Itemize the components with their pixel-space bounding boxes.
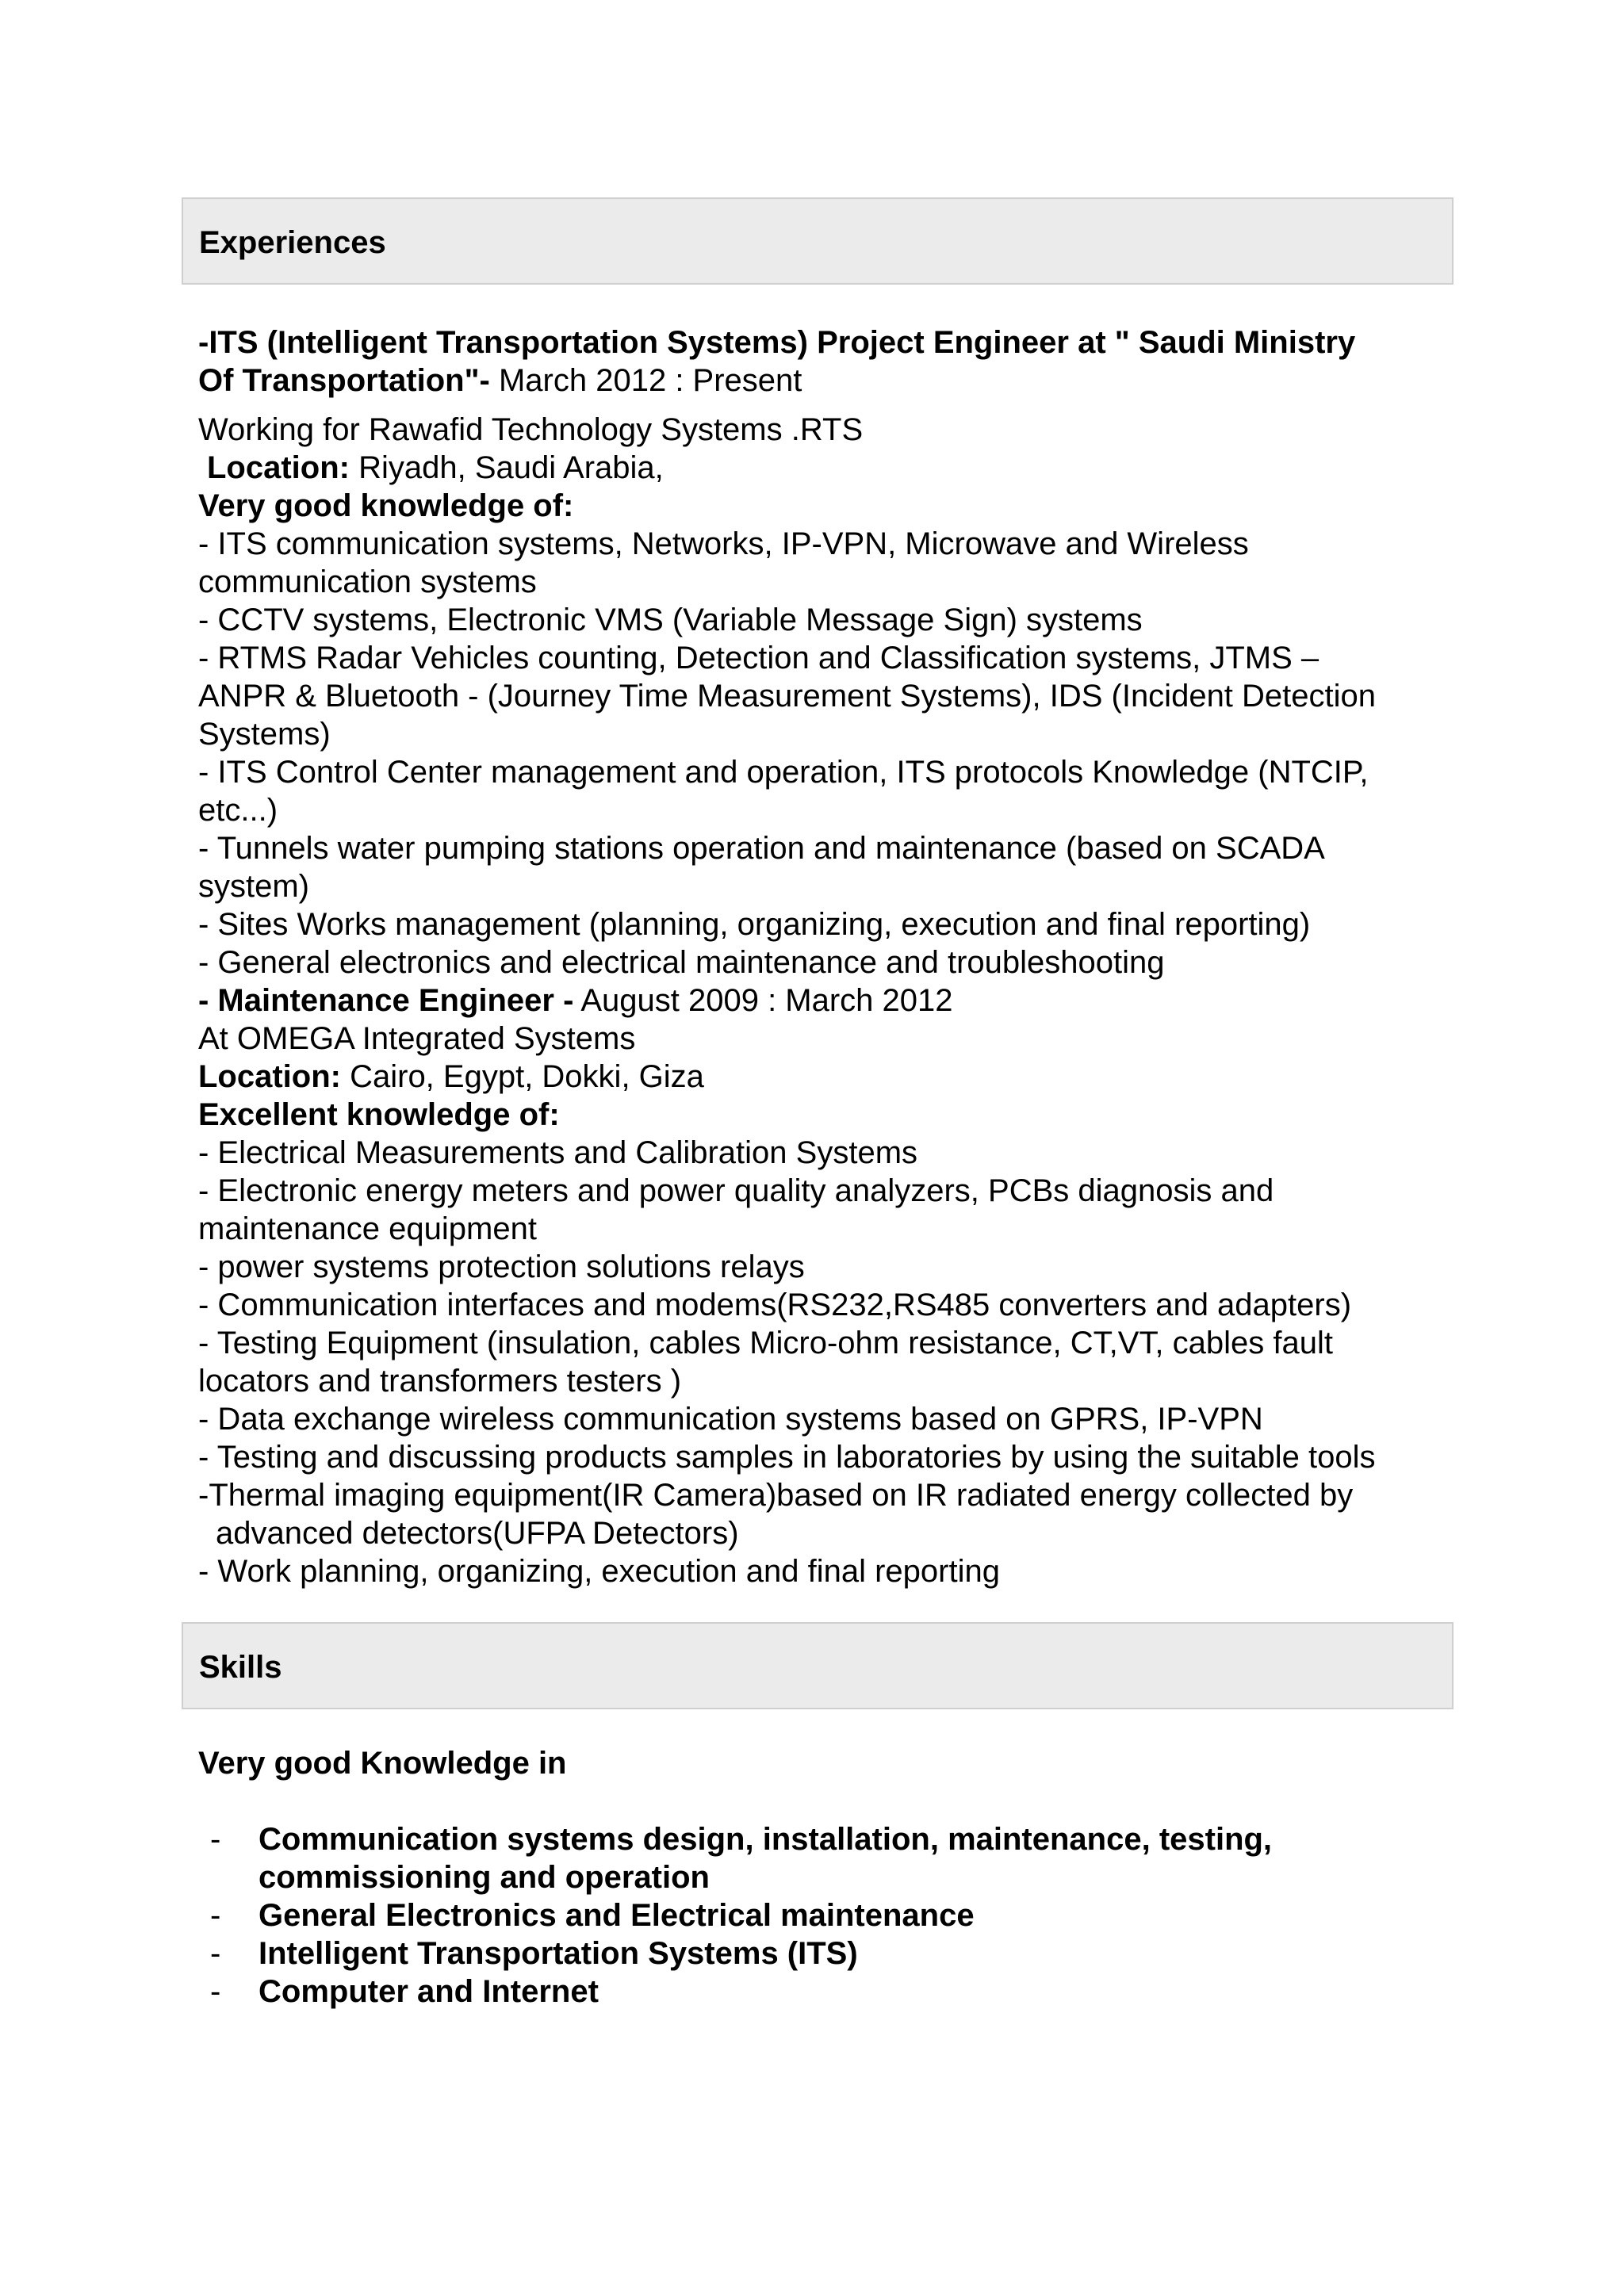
bullet-dash: - — [210, 1936, 221, 1971]
job2-location — [198, 1058, 1451, 1096]
job1-item: ANPR & Bluetooth - (Journey Time Measurement Systems), IDS (Incident Detection — [198, 679, 1377, 714]
skills-intro: Very good Knowledge in — [198, 1746, 567, 1781]
job2-item: advanced detectors(UFPA Detectors) — [216, 1516, 739, 1551]
job2-item: locators and transformers testers ) — [198, 1364, 682, 1399]
experiences-section-header — [182, 197, 1454, 285]
skills-section-body — [198, 1744, 1451, 2011]
skill-item-line2: commissioning and operation — [259, 1860, 710, 1895]
skill-item-line1: Intelligent Transportation Systems (ITS) — [259, 1936, 858, 1971]
job2-title — [198, 982, 1451, 1020]
job1-item: - Sites Works management (planning, organizing, execution and final reporting) — [198, 907, 1311, 942]
job2-employer: At OMEGA Integrated Systems — [198, 1021, 636, 1056]
job2-title-bold: - Maintenance Engineer - — [198, 983, 574, 1018]
job2-item: - Electrical Measurements and Calibration Systems — [198, 1135, 918, 1170]
job1-location — [198, 449, 1451, 487]
job1-location-value: Riyadh, Saudi Arabia, — [349, 450, 664, 485]
job1-item: Systems) — [198, 717, 331, 752]
job1-item: - ITS communication systems, Networks, IP-VPN, Microwave and Wireless — [198, 526, 1249, 561]
job2-item: -Thermal imaging equipment(IR Camera)based on IR radiated energy collected by — [198, 1478, 1354, 1513]
experiences-section-body — [198, 323, 1451, 1590]
skill-item — [198, 1896, 1451, 1934]
job1-item: - RTMS Radar Vehicles counting, Detection and Classification systems, JTMS – — [198, 641, 1320, 675]
job2-knowledge-heading: Excellent knowledge of: — [198, 1097, 560, 1132]
job1-item: system) — [198, 869, 309, 904]
job1-employer: Working for Rawafid Technology Systems .RTS — [198, 412, 864, 447]
skill-item-line1: Computer and Internet — [259, 1974, 599, 2009]
skills-section-header — [182, 1622, 1454, 1709]
job2-item: maintenance equipment — [198, 1211, 537, 1246]
job2-item: - Testing and discussing products samples in laboratories by using the suitable tools — [198, 1440, 1376, 1475]
job2-location-value: Cairo, Egypt, Dokki, Giza — [340, 1059, 704, 1094]
bullet-dash: - — [210, 1974, 221, 2009]
job1-item: communication systems — [198, 564, 537, 599]
skills-section-title: Skills — [199, 1650, 282, 1685]
job1-dates: March 2012 : Present — [489, 363, 802, 398]
job1-item: - General electronics and electrical maintenance and troubleshooting — [198, 945, 1165, 980]
job1-item: - Tunnels water pumping stations operation and maintenance (based on SCADA — [198, 831, 1325, 866]
experiences-section-title: Experiences — [199, 225, 386, 260]
skill-item-line1: General Electronics and Electrical maintenance — [259, 1898, 975, 1933]
job2-item: - Data exchange wireless communication systems based on GPRS, IP-VPN — [198, 1402, 1263, 1437]
skill-item — [198, 1973, 1451, 2011]
job1-knowledge-heading: Very good knowledge of: — [198, 488, 574, 523]
bullet-dash: - — [210, 1822, 221, 1857]
job1-title-bold: Of Transportation"- — [198, 363, 490, 398]
job1-item: - ITS Control Center management and operation, ITS protocols Knowledge (NTCIP, — [198, 755, 1369, 790]
job2-dates: August 2009 : March 2012 — [573, 983, 953, 1018]
job2-location-label: Location: — [198, 1059, 341, 1094]
job2-item: - Electronic energy meters and power quality analyzers, PCBs diagnosis and — [198, 1173, 1274, 1208]
skill-item — [198, 1934, 1451, 1973]
job2-item: - power systems protection solutions relays — [198, 1249, 805, 1284]
job1-item: - CCTV systems, Electronic VMS (Variable Message Sign) systems — [198, 603, 1143, 637]
job1-item: etc...) — [198, 793, 278, 828]
job2-item: - Work planning, organizing, execution and final reporting — [198, 1554, 1000, 1589]
job1-title-line2 — [198, 362, 1451, 400]
job2-item: - Communication interfaces and modems(RS232,RS485 converters and adapters) — [198, 1288, 1352, 1322]
job1-location-label: Location: — [207, 450, 350, 485]
job1-title-line1: -ITS (Intelligent Transportation Systems) Project Engineer at " Saudi Ministry — [198, 325, 1356, 360]
skill-item — [198, 1820, 1451, 1896]
skills-list — [198, 1820, 1451, 2011]
skill-item-line1: Communication systems design, installation, maintenance, testing, — [259, 1822, 1273, 1857]
job2-item: - Testing Equipment (insulation, cables Micro-ohm resistance, CT,VT, cables fault — [198, 1326, 1333, 1360]
bullet-dash: - — [210, 1898, 221, 1933]
